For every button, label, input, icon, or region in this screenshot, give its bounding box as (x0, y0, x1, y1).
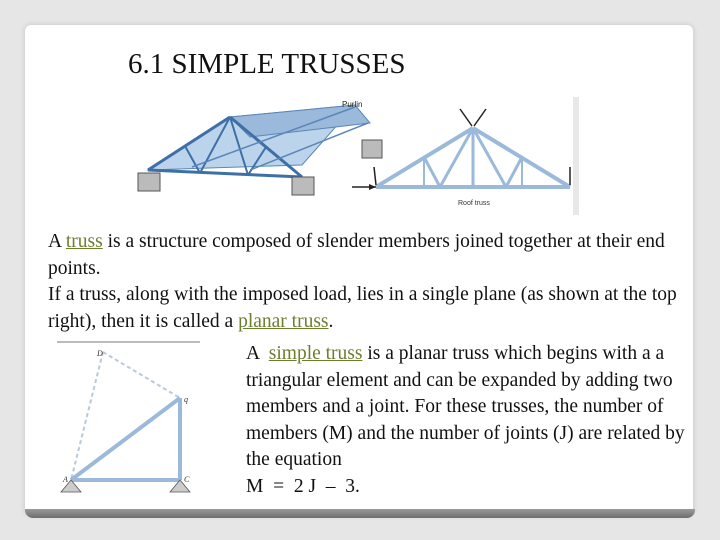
simple-truss-definition (246, 341, 686, 500)
roof-truss-figure (130, 95, 385, 200)
simple-truss-figure (55, 340, 205, 495)
joint-label-d: D (97, 349, 103, 358)
planar-truss-link[interactable]: planar truss (238, 310, 329, 332)
purlin-label: Purlin (342, 100, 363, 109)
equation: M = 2 J – 3. (246, 475, 360, 497)
para2-post: . (328, 310, 334, 332)
joint-label-c: C (184, 475, 190, 484)
para1-post: is a structure composed of slender members joined together at their end points. (48, 231, 665, 279)
para1-pre: A (48, 231, 66, 252)
slide-bottom-bar (25, 509, 695, 518)
planar-truss-caption: Roof truss (458, 200, 490, 207)
truss-link[interactable]: truss (65, 231, 103, 252)
truss-definition (48, 229, 688, 335)
joint-label-a: A (63, 475, 68, 484)
slide-title: 6.1 SIMPLE TRUSSES (128, 48, 406, 80)
para3-post: is a planar truss which begins with a a triangular element and can be expanded by adding two members and a joint. For these trusses, the number of members (M) and the number of joints (J) are related by the equation (246, 343, 685, 470)
joint-label-q: q (184, 395, 188, 404)
planar-truss-figure (352, 95, 580, 220)
simple-truss-link[interactable]: simple truss (268, 343, 363, 364)
para3-pre: A (246, 343, 269, 364)
para2-pre: If a truss, along with the imposed load, lies in a single plane (as shown at the top right), then it is called a (48, 284, 677, 332)
